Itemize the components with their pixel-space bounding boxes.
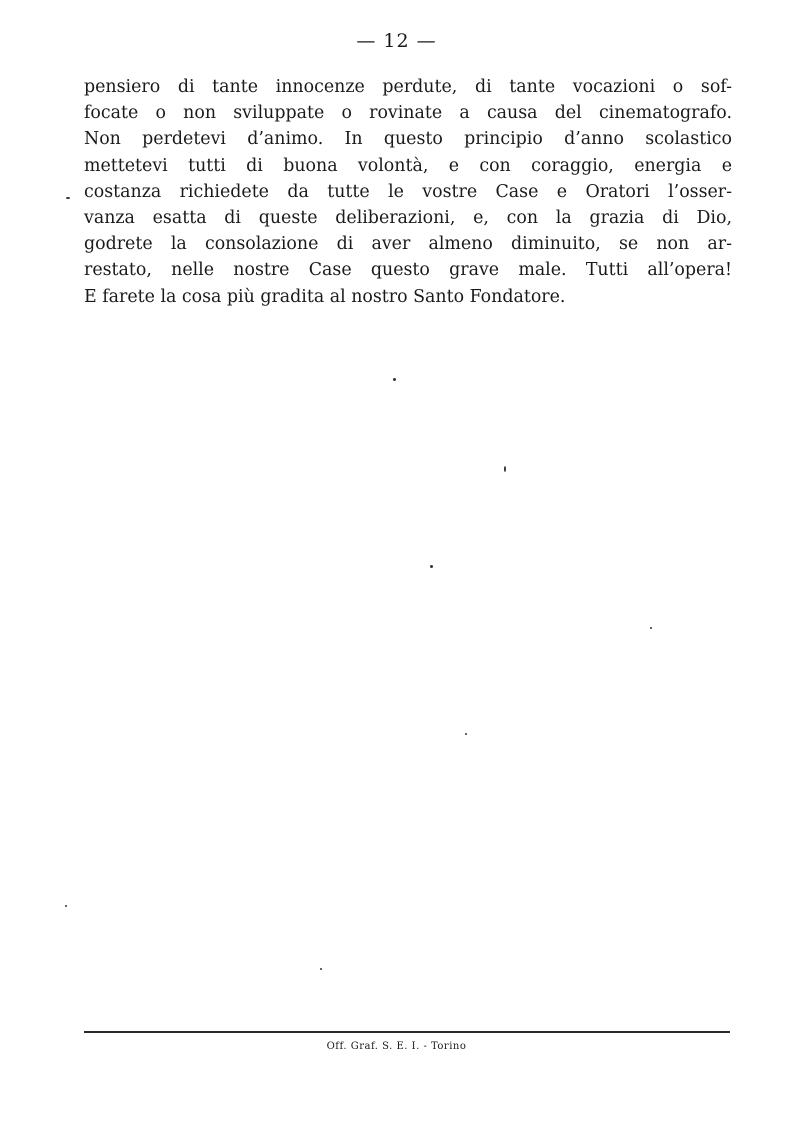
page-number: — 12 — — [356, 30, 437, 52]
text-line: Non perdetevi d’animo. In questo principio d’anno scolastico — [84, 129, 732, 150]
text-line: vanza esatta di queste deliberazioni, e, con la grazia di Dio, — [84, 208, 732, 229]
text-line: restato, nelle nostre Case questo grave male. Tutti all’opera! — [84, 260, 732, 281]
text-line: E farete la cosa più gradita al nostro Santo Fondatore. — [84, 286, 566, 307]
scan-speck — [504, 466, 506, 472]
body-paragraph — [84, 74, 732, 310]
scan-speck — [465, 733, 467, 735]
text-line: costanza richiedete da tutte le vostre Case e Oratori l’osser- — [84, 181, 732, 202]
scan-speck — [650, 627, 652, 629]
printer-imprint: Off. Graf. S. E. I. - Torino — [326, 1041, 467, 1052]
scan-speck — [66, 197, 70, 199]
scan-speck — [320, 968, 322, 970]
scan-speck — [393, 378, 396, 381]
scan-speck — [430, 565, 433, 568]
scan-speck — [65, 905, 67, 907]
text-line: godrete la consolazione di aver almeno diminuito, se non ar- — [84, 234, 732, 255]
text-line: pensiero di tante innocenze perdute, di tante vocazioni o sof- — [84, 77, 732, 97]
text-line: focate o non sviluppate o rovinate a causa del cinematografo. — [84, 103, 732, 124]
footer-rule — [84, 1031, 730, 1033]
text-line: mettetevi tutti di buona volontà, e con coraggio, energia e — [84, 155, 732, 176]
